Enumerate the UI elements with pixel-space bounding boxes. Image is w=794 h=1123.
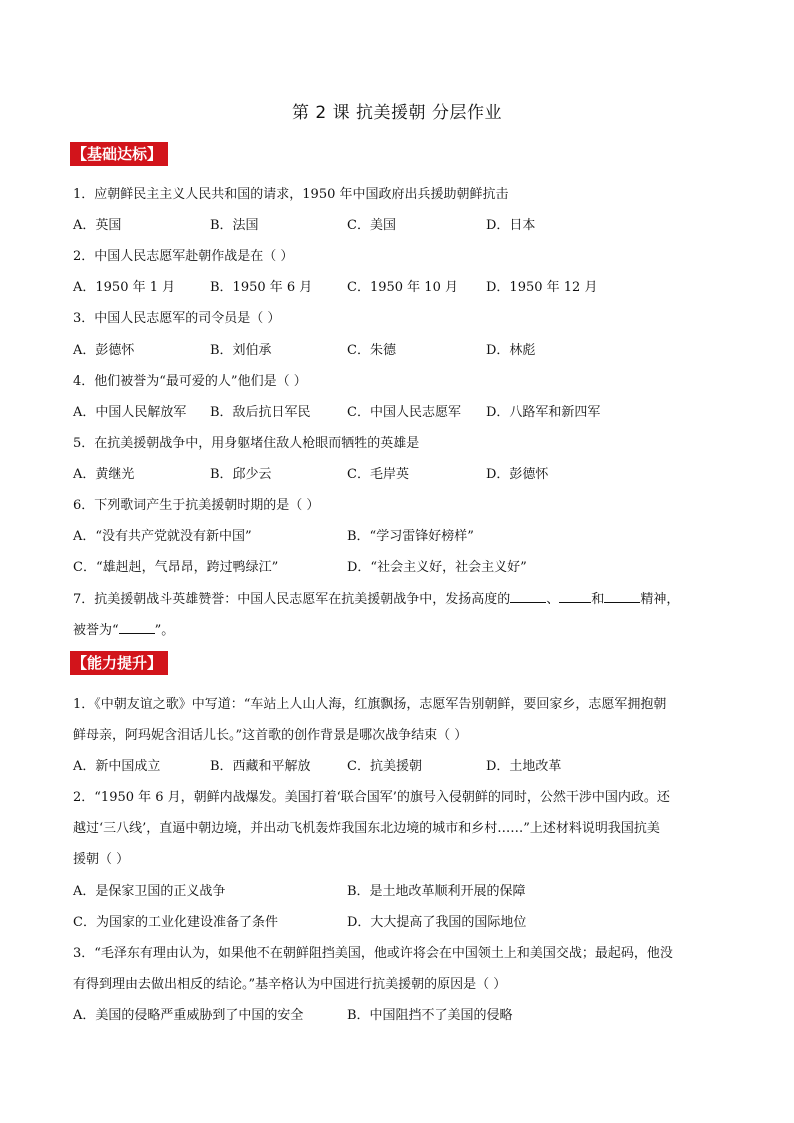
option-a: A．美国的侵略严重威胁到了中国的安全	[73, 1008, 304, 1023]
q7-sep2: 和	[591, 592, 605, 607]
fill-blank-3[interactable]	[604, 590, 640, 603]
option-b: B．邱少云	[210, 467, 272, 482]
question-stem-continued: 援朝（ ）	[73, 852, 130, 867]
question-stem: 2．“1950 年 6 月，朝鲜内战爆发。美国打着‘联合国军’的旗号入侵朝鲜的同时，公然干涉中国内政。还	[73, 790, 670, 805]
option-a: A．“没有共产党就没有新中国”	[73, 529, 252, 544]
option-a: A．1950 年 1 月	[73, 280, 176, 295]
question-stem: 3．中国人民志愿军的司令员是（ ）	[73, 311, 281, 326]
section-basic-label: 【基础达标】	[70, 142, 168, 166]
option-d: D．大大提高了我国的国际地位	[347, 915, 527, 930]
option-c: C．朱德	[347, 343, 396, 358]
option-a: A．彭德怀	[73, 343, 135, 358]
option-a: A．英国	[73, 218, 122, 233]
option-d: D．土地改革	[486, 759, 562, 774]
section-advanced-label: 【能力提升】	[70, 651, 168, 675]
option-b: B．1950 年 6 月	[210, 280, 313, 295]
option-b: B．西藏和平解放	[210, 759, 311, 774]
page-title: 第 2 课 抗美援朝 分层作业	[292, 103, 502, 123]
question-stem-continued: 有得到理由去做出相反的结论。”基辛格认为中国进行抗美援朝的原因是（ ）	[73, 977, 507, 992]
question-stem: 5．在抗美援朝战争中，用身躯堵住敌人枪眼而牺牲的英雄是	[73, 436, 420, 451]
option-b: B．刘伯承	[210, 343, 272, 358]
option-b: B．中国阻挡不了美国的侵略	[347, 1008, 513, 1023]
option-d: D．1950 年 12 月	[486, 280, 598, 295]
option-a: A．黄继光	[73, 467, 135, 482]
option-c: C．为国家的工业化建设准备了条件	[73, 915, 278, 930]
option-b: B．法国	[210, 218, 259, 233]
question-stem: 2．中国人民志愿军赴朝作战是在（ ）	[73, 249, 294, 264]
fill-blank-4[interactable]	[119, 621, 155, 634]
option-d: D．“社会主义好，社会主义好”	[347, 560, 527, 575]
q7-line2-prefix: 被誉为“	[73, 623, 119, 638]
question-stem	[73, 588, 734, 607]
option-d: D．日本	[486, 218, 536, 233]
option-b: B．“学习雷锋好榜样”	[347, 529, 474, 544]
question-stem: 1．《中朝友谊之歌》中写道：“车站上人山人海，红旗飘扬，志愿军告别朝鲜，要回家乡，志愿军拥抱朝	[73, 697, 667, 712]
q7-text-part2: 精神，	[640, 592, 680, 607]
option-c: C．抗美援朝	[347, 759, 422, 774]
option-c: C．中国人民志愿军	[347, 405, 461, 420]
question-stem: 3．“毛泽东有理由认为，如果他不在朝鲜阻挡美国，他或许将会在中国领土上和美国交战；最起码，他没	[73, 946, 673, 961]
option-c: C．美国	[347, 218, 396, 233]
q7-sep1: 、	[546, 592, 560, 607]
question-stem-continued: 鲜母亲，阿玛妮含泪话儿长。”这首歌的创作背景是哪次战争结束（ ）	[73, 728, 468, 743]
question-stem: 4．他们被誉为“最可爱的人”他们是（ ）	[73, 374, 307, 389]
option-d: D．林彪	[486, 343, 536, 358]
option-a: A．是保家卫国的正义战争	[73, 884, 226, 899]
option-c: C．“雄赳赳，气昂昂，跨过鸭绿江”	[73, 560, 279, 575]
option-d: D．彭德怀	[486, 467, 549, 482]
option-a: A．中国人民解放军	[73, 405, 187, 420]
q7-line2-suffix: ”。	[154, 623, 175, 638]
option-b: B．敌后抗日军民	[210, 405, 311, 420]
question-stem: 6．下列歌词产生于抗美援朝时期的是（ ）	[73, 498, 320, 513]
question-stem-continued: 越过‘三八线’，直逼中朝边境，并出动飞机轰炸我国东北边境的城市和乡村……”上述材料说明我国抗美	[73, 821, 660, 836]
option-c: C．毛岸英	[347, 467, 409, 482]
question-stem-continued	[73, 619, 734, 638]
option-a: A．新中国成立	[73, 759, 161, 774]
option-d: D．八路军和新四军	[486, 405, 601, 420]
question-stem: 1．应朝鲜民主主义人民共和国的请求，1950 年中国政府出兵援助朝鲜抗击	[73, 187, 509, 202]
fill-blank-2[interactable]	[559, 590, 591, 603]
option-c: C．1950 年 10 月	[347, 280, 458, 295]
option-b: B．是土地改革顺利开展的保障	[347, 884, 526, 899]
q7-text-part1: 7．抗美援朝战斗英雄赞誉：中国人民志愿军在抗美援朝战争中，发扬高度的	[73, 592, 511, 607]
fill-blank-1[interactable]	[510, 590, 546, 603]
